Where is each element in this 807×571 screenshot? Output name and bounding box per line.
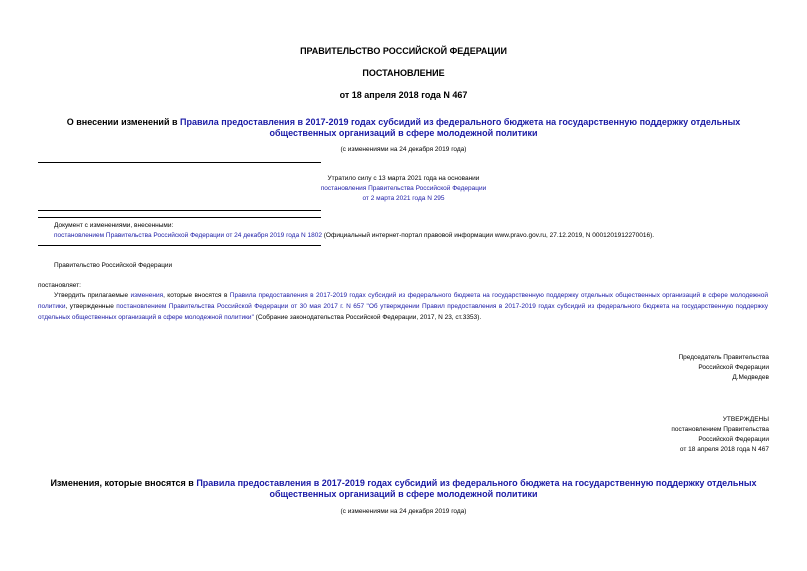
government-header: ПРАВИТЕЛЬСТВО РОССИЙСКОЙ ФЕДЕРАЦИИ	[300, 46, 507, 56]
changes-doc-label: Документ с изменениями, внесенными:	[54, 222, 174, 229]
signature-title: Председатель Правительства	[678, 354, 769, 361]
expired-link-date[interactable]: от 2 марта 2021 года N 295	[362, 195, 445, 202]
changes-title-prefix: Изменения, которые вносятся в	[50, 478, 197, 488]
amended-note: (с изменениями на 24 декабря 2019 года)	[340, 146, 467, 153]
government-rf: Правительство Российской Федерации	[54, 262, 173, 269]
approved-label: УТВЕРЖДЕНЫ	[722, 416, 769, 423]
changes-title-link[interactable]: Правила предоставления в 2017-2019 годах субсидий из федерального бюджета на государственную поддержку отдельных	[196, 478, 757, 488]
approved-date: от 18 апреля 2018 года N 467	[679, 446, 769, 453]
approved-by: постановлением Правительства	[671, 426, 769, 433]
document-date-number: от 18 апреля 2018 года N 467	[339, 90, 468, 100]
resolution-paragraph	[38, 290, 768, 323]
signature-name: Д.Медведев	[732, 374, 769, 381]
expired-line-1: Утратило силу с 13 марта 2021 года на основании	[327, 175, 480, 182]
changes-doc-source: (Официальный интернет-портал правовой информации www.pravo.gov.ru, 27.12.2019, N 0001201912270016).	[321, 232, 655, 239]
link-changes[interactable]: изменения	[130, 292, 164, 299]
para-text-4: (Собрание законодательства Российской Федерации, 2017, N 23, ст.3353).	[253, 314, 482, 321]
approved-country: Российской Федерации	[698, 436, 769, 443]
title-link-rules-continued[interactable]: общественных организаций в сфере молодежной политики	[269, 128, 538, 138]
para-text-3: , утвержденные	[65, 303, 117, 310]
changes-title-link-continued[interactable]: общественных организаций в сфере молодежной политики	[269, 489, 538, 499]
para-text-2: , которые вносятся в	[163, 292, 230, 299]
divider-rule	[38, 162, 321, 163]
changes-doc-line	[54, 232, 654, 239]
divider-rule	[38, 210, 321, 211]
divider-rule	[38, 217, 321, 218]
para-text-1: Утвердить прилагаемые	[54, 292, 131, 299]
amended-note-2: (с изменениями на 24 декабря 2019 года)	[340, 508, 467, 515]
title-link-rules[interactable]: Правила предоставления в 2017-2019 годах субсидий из федерального бюджета на государственную поддержку отдельных	[180, 117, 741, 127]
resolves-label: постановляет:	[38, 282, 81, 289]
link-resolution-657[interactable]: постановлением Правительства Российской Федерации от 30 мая 2017 г. N 657 "Об утверждении Правил предоставления в 2017-2019 годах субсидий из федерального бюджета на государственную поддержку отдельных общественных организаций в сфере молодежной политики"	[38, 303, 768, 321]
link-rules[interactable]: Правила предоставления в 2017-2019 годах субсидий из федерального бюджета на государственную поддержку отдельных общественных организаций в сфере молодежной политики	[38, 292, 768, 310]
document-type: ПОСТАНОВЛЕНИЕ	[362, 68, 445, 78]
changes-doc-link[interactable]: постановлением Правительства Российской Федерации от 24 декабря 2019 года N 1802	[54, 232, 322, 239]
title-prefix: О внесении изменений в	[66, 117, 181, 127]
signature-country: Российской Федерации	[698, 364, 769, 371]
divider-rule	[38, 245, 321, 246]
document-title	[0, 117, 807, 127]
changes-title	[0, 478, 807, 488]
expired-link-resolution[interactable]: постановления Правительства Российской Федерации	[320, 185, 487, 192]
